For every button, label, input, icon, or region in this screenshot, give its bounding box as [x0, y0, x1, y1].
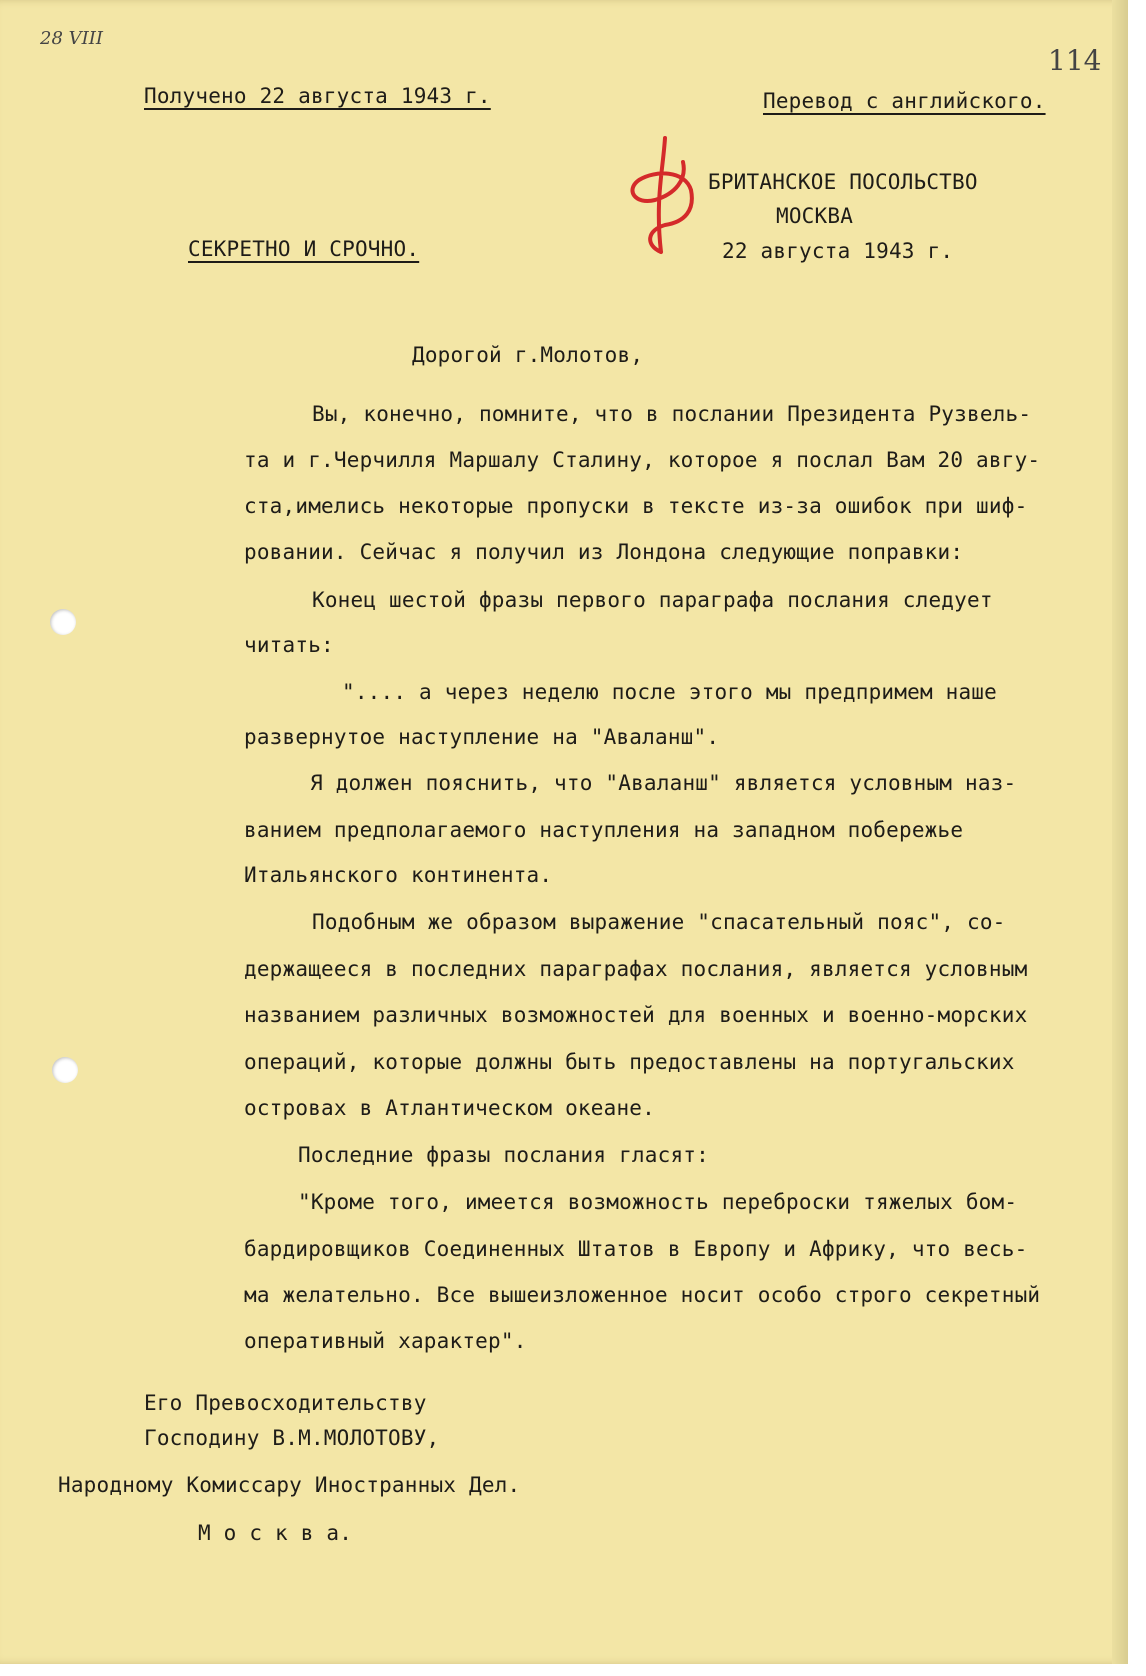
body-line: операций, которые должны быть предоставлены на португальских [244, 1050, 1015, 1074]
margin-note: 28 VIII [40, 28, 103, 49]
body-line: читать: [244, 633, 334, 657]
letter-date: 22 августа 1943 г. [722, 239, 954, 263]
received-line: Получено 22 августа 1943 г. [144, 84, 491, 108]
body-line: оперативный характер". [244, 1329, 527, 1353]
body-line: Я должен пояснить, что "Аваланш" является условным наз- [310, 771, 1017, 795]
body-line: ровании. Сейчас я получил из Лондона следующие поправки: [244, 540, 964, 564]
addressee-city: М о с к в а. [198, 1521, 353, 1545]
translation-note: Перевод с английского. [763, 89, 1046, 113]
body-line: ста,имелись некоторые пропуски в тексте из-за ошибок при шиф- [244, 494, 1028, 518]
salutation: Дорогой г.Молотов, [412, 343, 644, 367]
red-signature-mark [625, 130, 715, 260]
body-line: Итальянского континента. [244, 863, 553, 887]
body-line: ".... а через неделю после этого мы предпримем наше [342, 680, 997, 704]
classification-stamp: СЕКРЕТНО И СРОЧНО. [188, 237, 420, 261]
body-line: названием различных возможностей для военных и военно-морских [244, 1003, 1028, 1027]
body-line: бардировщиков Соединенных Штатов в Европу и Африку, что весь- [244, 1237, 1028, 1261]
body-line: ма желательно. Все вышеизложенное носит особо строго секретный [244, 1283, 1041, 1307]
punch-hole-top [50, 609, 76, 635]
body-line: держащееся в последних параграфах послания, является условным [244, 957, 1028, 981]
body-line: "Кроме того, имеется возможность переброски тяжелых бом- [298, 1190, 1018, 1214]
punch-hole-bottom [52, 1057, 78, 1083]
addressee-name: Господину В.М.МОЛОТОВУ, [144, 1426, 440, 1450]
embassy-name: БРИТАНСКОЕ ПОСОЛЬСТВО [708, 170, 978, 194]
body-line: та и г.Черчилля Маршалу Сталину, которое я послал Вам 20 авгу- [244, 448, 1041, 472]
embassy-city: МОСКВА [776, 204, 854, 228]
body-line: островах в Атлантическом океане. [244, 1096, 655, 1120]
body-line: Последние фразы послания гласят: [298, 1143, 709, 1167]
body-line: Конец шестой фразы первого параграфа послания следует [312, 588, 993, 612]
body-line: развернутое наступление на "Аваланш". [244, 725, 720, 749]
addressee-title: Его Превосходительству [144, 1391, 427, 1415]
body-line: Подобным же образом выражение "спасательный пояс", со- [312, 910, 1006, 934]
addressee-position: Народному Комиссару Иностранных Дел. [58, 1473, 521, 1497]
body-line: ванием предполагаемого наступления на западном побережье [244, 818, 964, 842]
page-number: 114 [1048, 44, 1102, 77]
body-line: Вы, конечно, помните, что в послании Президента Рузвель- [312, 402, 1032, 426]
